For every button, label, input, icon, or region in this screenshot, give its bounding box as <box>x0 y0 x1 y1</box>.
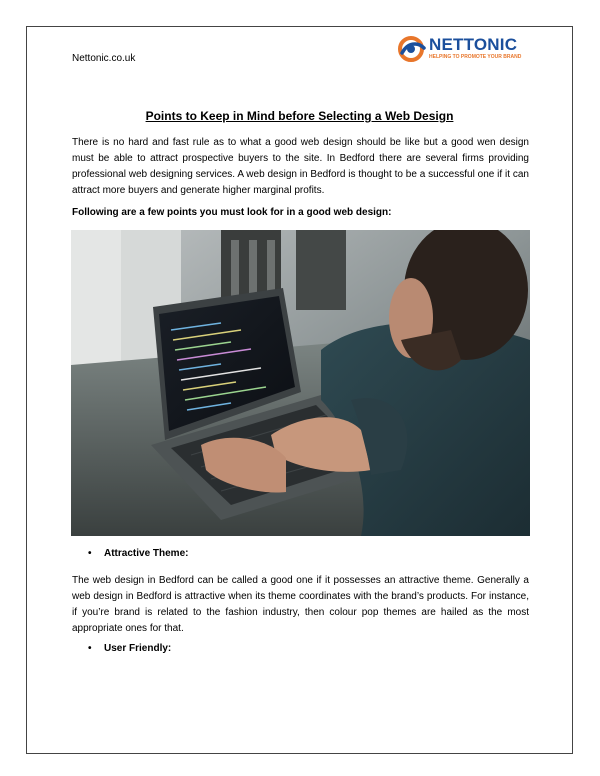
laptop-photo <box>71 230 530 536</box>
logo-tagline: HELPING TO PROMOTE YOUR BRAND <box>429 54 522 60</box>
intro-paragraph: There is no hard and fast rule as to what a good web design should be like but a good wen design must be able to attract prospective buyers to the site. In Bedford there are several firms providing professional web designing services. A web design in Bedford is thought to be a successful one if it can attract more buyers and generate higher marginal profits. <box>72 137 529 196</box>
site-url: Nettonic.co.uk <box>72 53 136 64</box>
section-heading-label: User Friendly: <box>104 643 172 654</box>
attractive-theme-paragraph: The web design in Bedford can be called a good one if it possesses an attractive theme. Generally a web design in Bedford is attractive when its theme coordinates with the brand’s products. For instance, if you’re brand is related to the fashion industry, then colour pop themes are hailed as the most appropriate ones for that. <box>72 575 529 634</box>
section-heading-attractive-theme <box>88 548 188 559</box>
bullet-dot: • <box>88 548 92 559</box>
nettonic-logo <box>398 34 522 64</box>
logo-name: NETTONIC <box>429 35 518 54</box>
section-heading-label: Attractive Theme: <box>104 548 189 559</box>
points-subheading: Following are a few points you must look for in a good web design: <box>72 207 392 218</box>
bullet-dot: • <box>88 643 92 654</box>
nettonic-swirl-icon <box>398 36 428 62</box>
article-title: Points to Keep in Mind before Selecting a Web Design <box>145 109 454 123</box>
section-heading-user-friendly <box>88 643 171 654</box>
